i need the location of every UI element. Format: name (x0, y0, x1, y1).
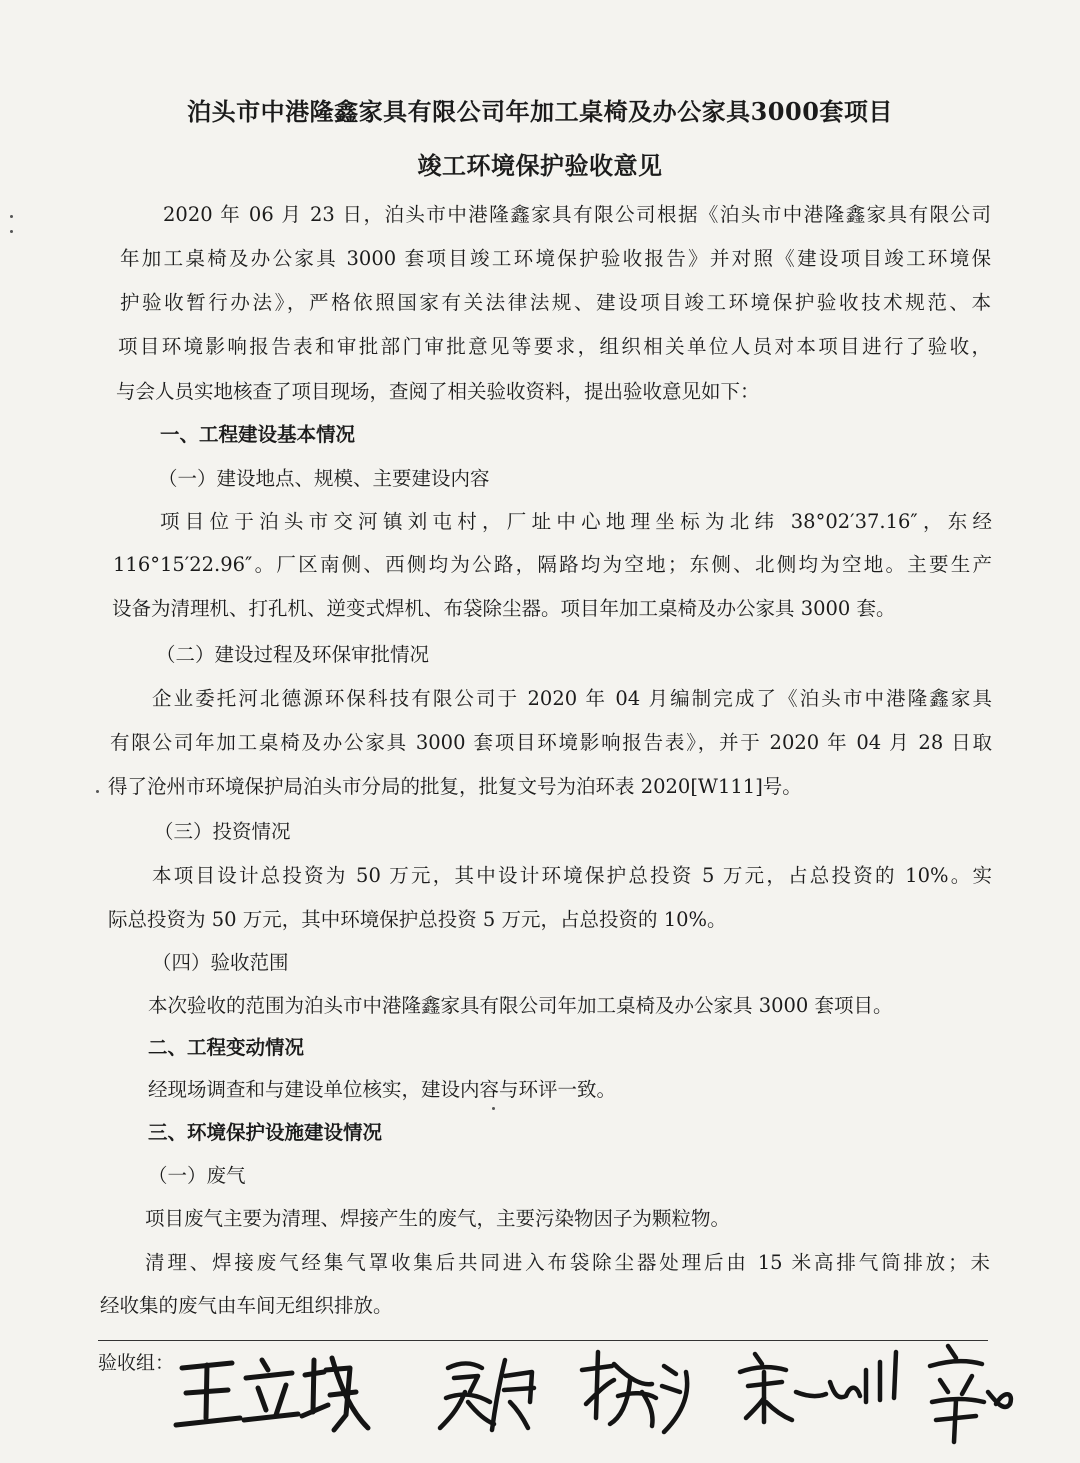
scan-mark (492, 1107, 495, 1110)
signature-2 (440, 1360, 534, 1430)
intro-line-1: 2020 年 06 月 23 日，泊头市中港隆鑫家具有限公司根据《泊头市中港隆鑫家具有限公司 (163, 203, 991, 226)
scan-mark (96, 790, 99, 793)
signature-4 (740, 1352, 896, 1422)
scan-mark (10, 215, 13, 218)
s1-2-line-2: 有限公司年加工桌椅及办公家具 3000 套项目环境影响报告表》，并于 2020 年 04 月 28 日取 (110, 731, 992, 754)
document-title-line2: 竣工环境保护验收意见 (417, 151, 663, 180)
s1-2-line-1: 企业委托河北德源环保科技有限公司于 2020 年 04 月编制完成了《泊头市中港隆鑫家具 (152, 687, 992, 710)
s1-1-line-3: 设备为清理机、打孔机、逆变式焊机、布袋除尘器。项目年加工桌椅及办公家具 3000 套。 (112, 597, 896, 620)
s3-1-text-2-line-1: 清理、焊接废气经集气罩收集后共同进入布袋除尘器处理后由 15 米高排气筒排放；未 (145, 1251, 990, 1274)
section2-heading: 二、工程变动情况 (148, 1036, 305, 1059)
s1-1-heading: （一）建设地点、规模、主要建设内容 (158, 467, 490, 490)
intro-line-3: 护验收暂行办法》，严格依照国家有关法律法规、建设项目竣工环境保护验收技术规范、本 (120, 291, 991, 314)
signature-1 (176, 1358, 368, 1430)
s2-text: 经现场调查和与建设单位核实，建设内容与环评一致。 (148, 1078, 617, 1101)
s1-3-line-2: 际总投资为 50 万元，其中环境保护总投资 5 万元，占总投资的 10%。 (108, 908, 727, 931)
s1-2-heading: （二）建设过程及环保审批情况 (156, 643, 430, 666)
intro-line-5: 与会人员实地核查了项目现场，查阅了相关验收资料，提出验收意见如下： (116, 380, 760, 403)
signature-5 (930, 1346, 1011, 1442)
s1-4-heading: （四）验收范围 (152, 951, 289, 974)
section3-heading: 三、环境保护设施建设情况 (148, 1121, 383, 1144)
signature-3 (582, 1352, 687, 1432)
s3-1-heading: （一）废气 (148, 1164, 246, 1187)
s3-1-text-1: 项目废气主要为清理、焊接产生的废气，主要污染物因子为颗粒物。 (145, 1207, 731, 1230)
s3-1-text-2-line-2: 经收集的废气由车间无组织排放。 (100, 1294, 393, 1317)
section1-heading: 一、工程建设基本情况 (160, 423, 356, 446)
s1-3-heading: （三）投资情况 (154, 820, 291, 843)
s1-1-line-1: 项目位于泊头市交河镇刘屯村，厂址中心地理坐标为北纬 38°02′37.16″，东经 (160, 510, 992, 533)
scan-mark (10, 230, 13, 233)
s1-4-text: 本次验收的范围为泊头市中港隆鑫家具有限公司年加工桌椅及办公家具 3000 套项目。 (148, 994, 893, 1017)
s1-1-line-2: 116°15′22.96″。厂区南侧、西侧均为公路，隔路均为空地；东侧、北侧均为空地。主要生产 (113, 553, 992, 576)
s1-2-line-3: 得了沧州市环境保护局泊头市分局的批复，批复文号为泊环表 2020[W111]号。 (108, 775, 802, 798)
document-title-line1: 泊头市中港隆鑫家具有限公司年加工桌椅及办公家具3000套项目 (187, 97, 893, 126)
s1-3-line-1: 本项目设计总投资为 50 万元，其中设计环境保护总投资 5 万元，占总投资的 10%。实 (152, 864, 992, 887)
signature-label: 验收组： (98, 1352, 175, 1374)
intro-line-4: 项目环境影响报告表和审批部门审批意见等要求，组织相关单位人员对本项目进行了验收， (118, 335, 991, 358)
intro-line-2: 年加工桌椅及办公家具 3000 套项目竣工环境保护验收报告》并对照《建设项目竣工环境保 (120, 247, 991, 270)
